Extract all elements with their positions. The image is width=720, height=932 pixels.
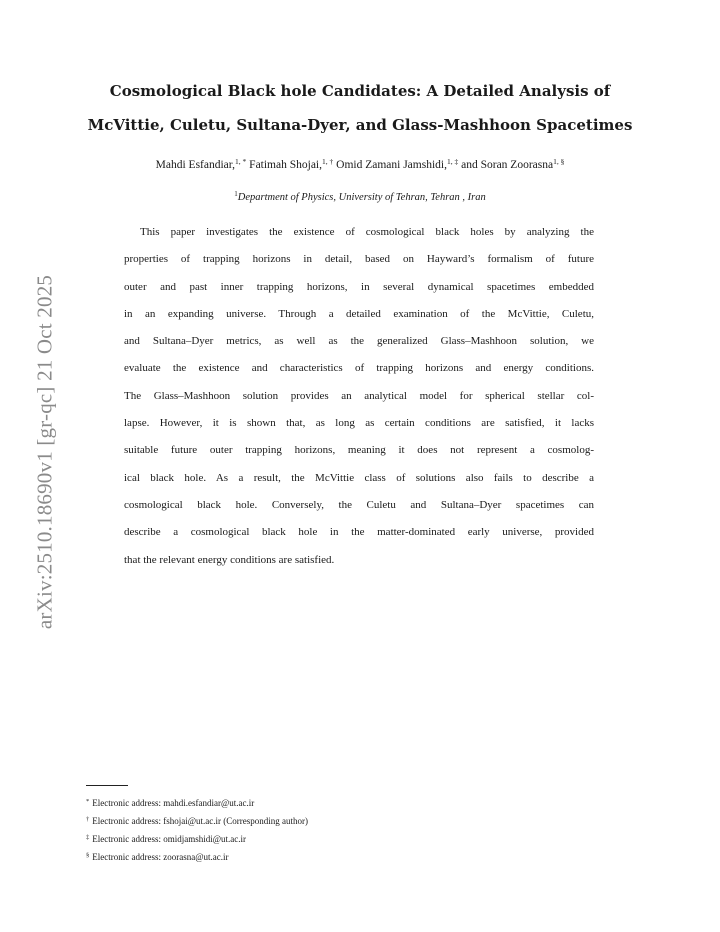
- footnote: [86, 848, 646, 866]
- abstract: [124, 219, 594, 574]
- abstract-line: in an expanding universe. Through a detailed examination of the McVittie, Culetu,: [124, 307, 594, 320]
- footnote: [86, 794, 646, 812]
- author-mark: 1, *: [235, 157, 247, 166]
- footnote: [86, 812, 646, 830]
- paper-title: [60, 74, 660, 142]
- footnote-text: Electronic address: mahdi.esfandiar@ut.ac.ir: [92, 798, 255, 808]
- footnote-mark: §: [86, 852, 90, 859]
- author-mark: 1, †: [322, 157, 334, 166]
- abstract-line: cosmological black hole. Conversely, the Culetu and Sultana–Dyer spacetimes can: [124, 498, 594, 511]
- author-list: [60, 158, 660, 172]
- author-mark: 1, ‡: [446, 157, 459, 166]
- abstract-line: evaluate the existence and characteristics of trapping horizons and energy conditions.: [124, 362, 594, 375]
- footnote-divider: [86, 785, 128, 786]
- footnote-mark: †: [86, 816, 90, 823]
- author-name: Omid Zamani Jamshidi,: [336, 159, 447, 171]
- author-mark: 1, §: [553, 157, 565, 166]
- footnote-text: Electronic address: zoorasna@ut.ac.ir: [92, 852, 229, 862]
- abstract-line: properties of trapping horizons in detail, based on Hayward’s formalism of future: [124, 253, 594, 266]
- arxiv-identifier-stamp: arXiv:2510.18690v1 [gr-qc] 21 Oct 2025: [32, 274, 57, 630]
- abstract-line: suitable future outer trapping horizons, meaning it does not represent a cosmolog-: [124, 444, 594, 457]
- footnote-mark: *: [86, 798, 90, 805]
- footnote-text: Electronic address: omidjamshidi@ut.ac.ir: [92, 834, 246, 844]
- footnote: [86, 830, 646, 848]
- title-line: Cosmological Black hole Candidates: A Detailed Analysis of: [109, 82, 611, 100]
- footnotes: [86, 794, 646, 866]
- title-line: McVittie, Culetu, Sultana-Dyer, and Glass-Mashhoon Spacetimes: [87, 116, 633, 134]
- affiliation-mark: 1: [234, 190, 238, 198]
- footnote-text: Electronic address: fshojai@ut.ac.ir (Corresponding author): [92, 816, 308, 826]
- author-name: Soran Zoorasna: [480, 159, 554, 171]
- author-name: Mahdi Esfandiar,: [155, 159, 236, 171]
- abstract-line: and Sultana–Dyer metrics, as well as the generalized Glass–Mashhoon solution, we: [124, 335, 594, 348]
- affiliation-text: Department of Physics, University of Tehran, Tehran , Iran: [237, 192, 486, 203]
- abstract-line: lapse. However, it is shown that, as long as certain conditions are satisfied, it lacks: [124, 417, 594, 430]
- abstract-line: ical black hole. As a result, the McVittie class of solutions also fails to describe a: [124, 471, 594, 484]
- abstract-line: The Glass–Mashhoon solution provides an analytical model for spherical stellar col-: [124, 389, 594, 402]
- abstract-line: This paper investigates the existence of cosmological black holes by analyzing the: [140, 226, 594, 238]
- author-separator: and: [458, 159, 481, 171]
- author-name: Fatimah Shojai,: [249, 159, 323, 171]
- footnote-mark: ‡: [86, 834, 90, 841]
- affiliation: [60, 191, 660, 204]
- abstract-line: that the relevant energy conditions are satisfied.: [124, 553, 335, 566]
- abstract-line: outer and past inner trapping horizons, in several dynamical spacetimes embedded: [124, 280, 594, 293]
- abstract-line: describe a cosmological black hole in the matter-dominated early universe, provided: [124, 526, 594, 539]
